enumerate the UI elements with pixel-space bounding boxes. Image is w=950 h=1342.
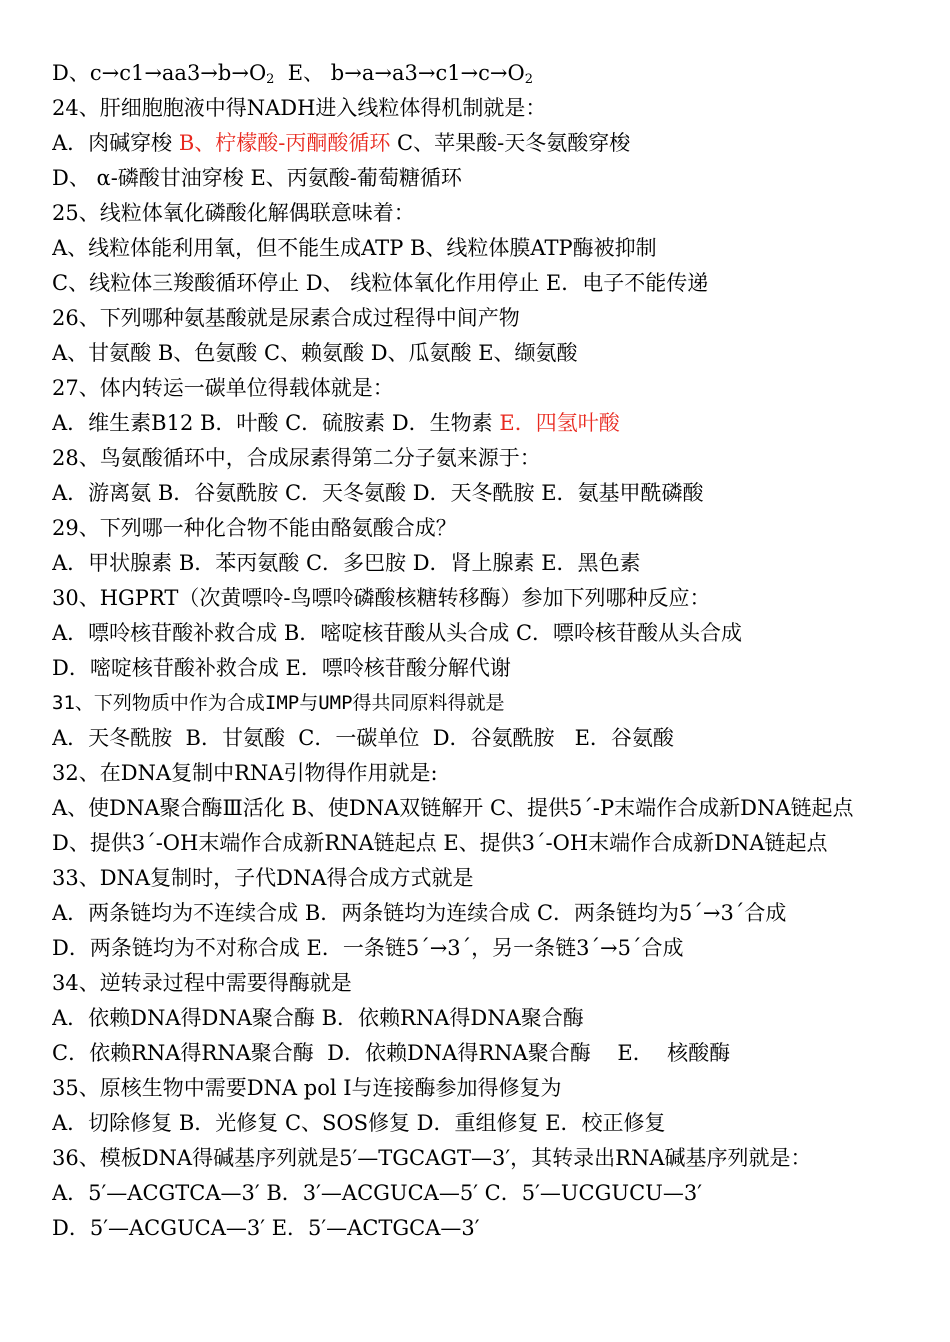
options-24-abc: A．肉碱穿梭 B、柠檬酸-丙酮酸循环 C、苹果酸-天冬氨酸穿梭 [52, 131, 631, 155]
line-d-options-electron-chain: D、$c\to c1\to aa3\to b\to O_2$ E、 $b\to a\to a3\to c1\to c\to O_2$ [52, 61, 534, 87]
options-28: A．游离氨 B．谷氨酰胺 C．天冬氨酸 D．天冬酰胺 E．氨基甲酰磷酸 [52, 481, 704, 505]
options-36-abc: A．5′—ACGTCA—3′ B．3′—ACGUCA—5′ C．5′—UCGUCU—3′ [52, 1181, 702, 1205]
options-35: A．切除修复 B．光修复 C、SOS修复 D．重组修复 E．校正修复 [52, 1111, 666, 1135]
question-36: 36、模板DNA得碱基序列就是5′—TGCAGT—3′，其转录出RNA碱基序列就是： [52, 1146, 812, 1170]
options-30-abc: A．嘌呤核苷酸补救合成 B．嘧啶核苷酸从头合成 C．嘌呤核苷酸从头合成 [52, 621, 743, 645]
options-32-abc: A、使DNA聚合酶Ⅲ活化 B、使DNA双链解开 C、提供5´-P末端作合成新DNA链起点 [52, 796, 854, 820]
question-24: 24、肝细胞胞液中得NADH进入线粒体得机制就是： [52, 96, 547, 120]
options-27: A．维生素B12 B．叶酸 C．硫胺素 D．生物素 E．四氢叶酸 [52, 411, 620, 435]
question-26: 26、下列哪种氨基酸就是尿素合成过程得中间产物 [52, 306, 520, 330]
question-30: 30、HGPRT（次黄嘌呤-鸟嘌呤磷酸核糖转移酶）参加下列哪种反应： [52, 586, 711, 610]
options-25-ab: A、线粒体能利用氧，但不能生成ATP B、线粒体膜ATP酶被抑制 [52, 236, 657, 260]
options-34-ab: A．依赖DNA得DNA聚合酶 B．依赖RNA得DNA聚合酶 [52, 1006, 584, 1030]
question-25: 25、线粒体氧化磷酸化解偶联意味着： [52, 201, 415, 225]
question-29: 29、下列哪一种化合物不能由酪氨酸合成？ [52, 516, 457, 540]
options-24-de: D、 α-磷酸甘油穿梭 E、丙氨酸-葡萄糖循环 [52, 166, 462, 190]
options-34-cde: C．依赖RNA得RNA聚合酶 D．依赖DNA得RNA聚合酶 E． 核酸酶 [52, 1041, 731, 1065]
question-33: 33、DNA复制时，子代DNA得合成方式就是 [52, 866, 474, 890]
question-27: 27、体内转运一碳单位得载体就是： [52, 376, 394, 400]
options-25-cde: C、线粒体三羧酸循环停止 D、 线粒体氧化作用停止 E．电子不能传递 [52, 271, 709, 295]
question-35: 35、原核生物中需要DNA pol I与连接酶参加得修复为 [52, 1076, 562, 1100]
question-28: 28、鸟氨酸循环中，合成尿素得第二分子氨来源于： [52, 446, 541, 470]
question-31: 31、下列物质中作为合成IMP与UMP得共同原料得就是 [52, 692, 505, 714]
highlighted-answer: B、柠檬酸-丙酮酸循环 [178, 131, 391, 155]
options-31: A．天冬酰胺 B．甘氨酸 C．一碳单位 D．谷氨酰胺 E．谷氨酸 [52, 726, 674, 750]
options-36-de: D．5′—ACGUCA—3′ E．5′—ACTGCA—3′ [52, 1216, 480, 1240]
options-33-abc: A．两条链均为不连续合成 B．两条链均为连续合成 C．两条链均为5´→3´合成 [52, 901, 787, 925]
options-30-de: D．嘧啶核苷酸补救合成 E．嘌呤核苷酸分解代谢 [52, 656, 511, 680]
options-29: A．甲状腺素 B．苯丙氨酸 C．多巴胺 D．肾上腺素 E．黑色素 [52, 551, 641, 575]
options-26: A、甘氨酸 B、色氨酸 C、赖氨酸 D、瓜氨酸 E、缬氨酸 [52, 341, 578, 365]
options-33-de: D．两条链均为不对称合成 E．一条链5´→3´，另一条链3´→5´合成 [52, 936, 684, 960]
highlighted-answer: E．四氢叶酸 [499, 411, 620, 435]
question-32: 32、在DNA复制中RNA引物得作用就是: [52, 761, 438, 785]
question-34: 34、逆转录过程中需要得酶就是 [52, 971, 352, 995]
options-32-de: D、提供3´-OH末端作合成新RNA链起点 E、提供3´-OH末端作合成新DNA链起点 [52, 831, 828, 855]
